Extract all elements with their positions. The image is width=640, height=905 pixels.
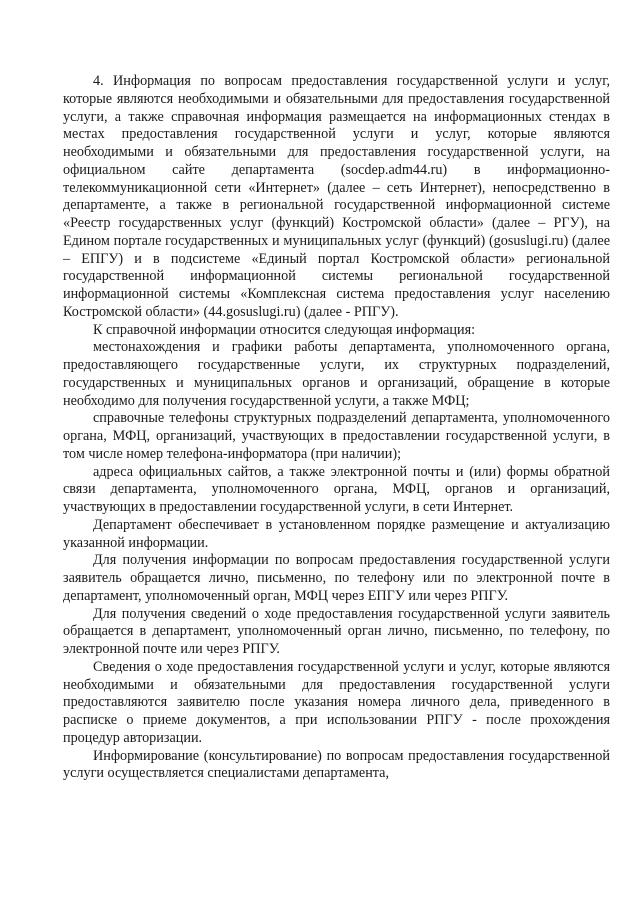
paragraph-consulting: Информирование (консультирование) по вопросам предоставления государственной услуги осуществляется специалистами департамента,	[63, 747, 610, 782]
paragraph-website-addresses: адреса официальных сайтов, а также электронной почты и (или) формы обратной связи департамента, уполномоченного органа, МФЦ, органов и организаций, участвующих в предоставлении государственной услуги, в сети Интернет.	[63, 463, 610, 515]
document-body	[63, 73, 610, 783]
paragraph-reference-info-intro: К справочной информации относится следующая информация:	[93, 321, 476, 338]
paragraph-reference-phones: справочные телефоны структурных подразделений департамента, уполномоченного органа, МФЦ, организаций, участвующих в предоставлении государственной услуги, в том числе номер телефона-информатора (при наличии);	[63, 410, 610, 462]
paragraph-progress-information: Для получения сведений о ходе предоставления государственной услуги заявитель обращается в департамент, уполномоченный орган лично, письменно, по телефону, по электронной почте или через РПГУ.	[63, 605, 610, 657]
paragraph-department-updates: Департамент обеспечивает в установленном порядке размещение и актуализацию указанной информации.	[63, 516, 610, 551]
paragraph-information-placement: 4. Информация по вопросам предоставления государственной услуги и услуг, которые являются необходимыми и обязательными для предоставления государственной услуги, а также справочная информация размещается на информационных стендах в местах предоставления государственной услуги и услуг, которые являются необходимыми и обязательными для предоставления государственной услуги, на официальном сайте департамента (socdep.adm44.ru) в информационно-телекоммуникационной сети «Интернет» (далее – сеть Интернет), непосредственно в департаменте, а также в региональной государственной информационной системе «Реестр государственных услуг (функций) Костромской области» (далее – РГУ), на Едином портале государственных и муниципальных услуг (функций) (gosuslugi.ru) (далее – ЕПГУ) и в подсистеме «Единый портал Костромской области» региональной государственной информационной системы региональной государственной информационной системы «Комплексная система предоставления услуг населению Костромской области» (44.gosuslugi.ru) (далее - РПГУ).	[63, 73, 610, 320]
paragraph-obtaining-information: Для получения информации по вопросам предоставления государственной услуги заявитель обращается лично, письменно, по телефону или по электронной почте в департамент, уполномоченный орган, МФЦ через ЕПГУ или через РПГУ.	[63, 552, 610, 604]
paragraph-locations-schedules: местонахождения и графики работы департамента, уполномоченного органа, предоставляющего государственные услуги, их структурных подразделений, государственных и муниципальных органов и организаций, обращение в которые необходимо для получения государственной услуги, а также МФЦ;	[63, 339, 610, 409]
paragraph-progress-details: Сведения о ходе предоставления государственной услуги и услуг, которые являются необходимыми и обязательными для предоставления государственной услуги предоставляются заявителю после указания номера личного дела, приведенного в расписке о приеме документов, а при использовании РПГУ - после прохождения процедур авторизации.	[63, 658, 610, 746]
